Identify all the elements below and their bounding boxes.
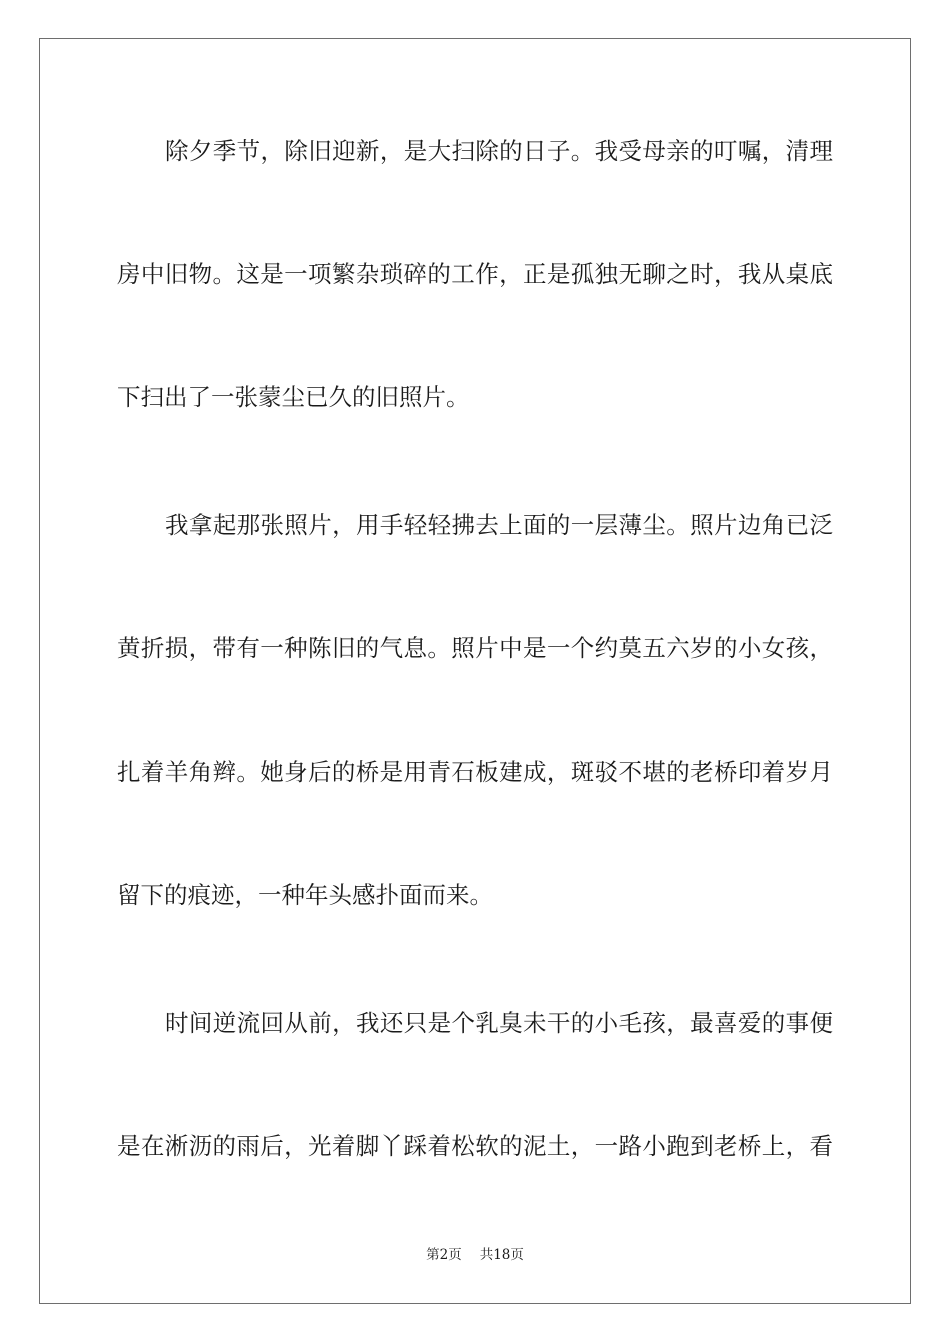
paragraph-2-line-4: 留下的痕迹，一种年头感扑面而来。 [117,881,493,909]
paragraph-2-line-1: 我拿起那张照片，用手轻轻拂去上面的一层薄尘。照片边角已泛 [165,511,833,539]
page-border [39,38,911,1304]
paragraph-1-line-1: 除夕季节，除旧迎新，是大扫除的日子。我受母亲的叮嘱，清理 [165,137,833,165]
paragraph-3-line-2: 是在淅沥的雨后，光着脚丫踩着松软的泥土，一路小跑到老桥上，看 [117,1132,833,1160]
paragraph-2-line-2: 黄折损，带有一种陈旧的气息。照片中是一个约莫五六岁的小女孩， [117,634,833,662]
paragraph-3-line-1: 时间逆流回从前，我还只是个乳臭未干的小毛孩，最喜爱的事便 [165,1009,833,1037]
total-page-count: 共18页 [479,1247,524,1263]
paragraph-2-line-3: 扎着羊角辫。她身后的桥是用青石板建成，斑驳不堪的老桥印着岁月 [117,758,833,786]
paragraph-1-line-3: 下扫出了一张蒙尘已久的旧照片。 [117,383,470,411]
page-footer [0,1246,950,1264]
paragraph-1-line-2: 房中旧物。这是一项繁杂琐碎的工作，正是孤独无聊之时，我从桌底 [117,260,833,288]
current-page-number: 第2页 [426,1247,462,1263]
